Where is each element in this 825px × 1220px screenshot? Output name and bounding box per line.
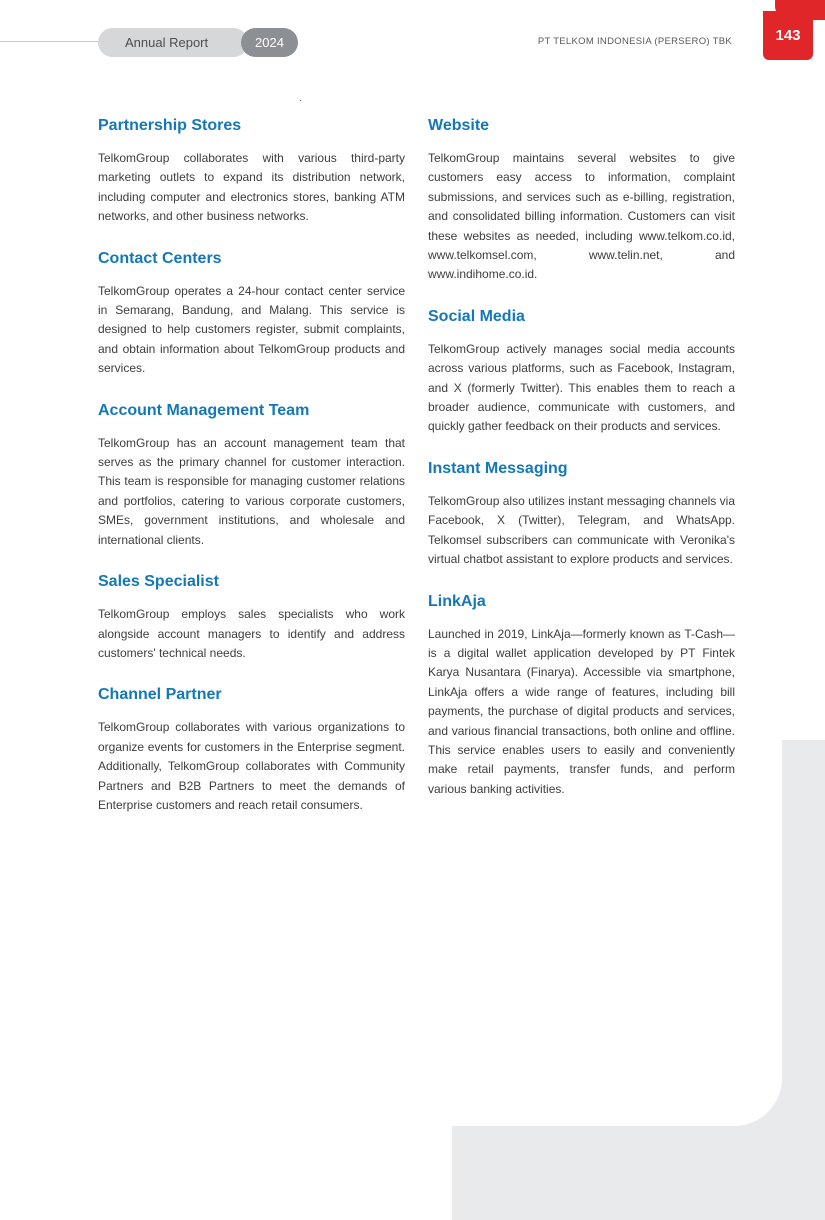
section-partnership-stores (98, 116, 405, 227)
company-name: PT TELKOM INDONESIA (PERSERO) TBK (537, 36, 732, 47)
section-title: LinkAja (428, 592, 486, 610)
section-body: TelkomGroup has an account management team that serves as the primary channel for customer interaction. This team is responsible for managing customer relations and portfolios, catering to various corporate customers, SMEs, government institutions, and wholesale and international clients. (98, 435, 405, 547)
section-instant-messaging (428, 459, 735, 570)
section-social-media (428, 307, 735, 437)
page-number: 143 (763, 11, 813, 60)
section-title: Account Management Team (98, 401, 310, 419)
section-title: Instant Messaging (428, 459, 568, 477)
left-column (98, 116, 405, 837)
section-title: Social Media (428, 307, 525, 325)
section-linkaja (428, 592, 735, 800)
section-website (428, 116, 735, 285)
section-sales-specialist (98, 572, 405, 663)
section-body: TelkomGroup also utilizes instant messaging channels via Facebook, X (Twitter), Telegram, and WhatsApp. Telkomsel subscribers can communicate with Veronika's virtual chatbot assistant to explore products and services. (428, 493, 735, 567)
section-body: TelkomGroup actively manages social media accounts across various platforms, such as Facebook, Instagram, and X (formerly Twitter). This enables them to reach a broader audience, communicate with customers, and quickly gather feedback on their products and services. (428, 341, 735, 434)
section-title: Partnership Stores (98, 117, 242, 134)
header-rule (0, 41, 110, 42)
right-column (428, 116, 735, 821)
section-body: TelkomGroup collaborates with various organizations to organize events for customers in the Enterprise segment. Additionally, TelkomGroup collaborates with Community Partners and B2B Partners to meet the demands of Enterprise customers and reach retail consumers. (98, 720, 405, 812)
section-account-management-team (98, 401, 405, 550)
section-body: TelkomGroup collaborates with various third-party marketing outlets to expand its distribution network, including computer and electronics stores, banking ATM networks, and other business networks. (98, 151, 405, 224)
report-year: 2024 (241, 28, 298, 57)
section-contact-centers (98, 249, 405, 379)
section-body: TelkomGroup operates a 24-hour contact center service in Semarang, Bandung, and Malang. This service is designed to help customers register, submit complaints, and obtain information about TelkomGroup products and services. (98, 283, 405, 376)
section-body: TelkomGroup maintains several websites to give customers easy access to information, complaint submissions, and services such as e-billing, registration, and consolidated billing information. Customers can visit these websites as needed, including www.telkom.co.id, www.telkomsel.com, www.telin.net, and www.indihome.co.id. (428, 151, 735, 282)
section-channel-partner (98, 685, 405, 815)
section-title: Channel Partner (98, 686, 222, 704)
section-title: Contact Centers (98, 249, 222, 267)
section-title: Website (428, 117, 490, 134)
annual-report-label: Annual Report (98, 28, 248, 57)
section-title: Sales Specialist (98, 573, 219, 591)
section-body: TelkomGroup employs sales specialists who work alongside account managers to identify and address customers' technical needs. (98, 607, 405, 660)
stray-mark (300, 100, 301, 101)
section-body: Launched in 2019, LinkAja—formerly known as T-Cash—is a digital wallet application developed by PT Fintek Karya Nusantara (Finarya). Accessible via smartphone, LinkAja offers a wide range of features, including bill payments, the purchase of digital products and services, and various financial transactions, both online and offline. This service enables users to easily and conveniently make retail payments, transfer funds, and perform various banking activities. (428, 626, 735, 796)
